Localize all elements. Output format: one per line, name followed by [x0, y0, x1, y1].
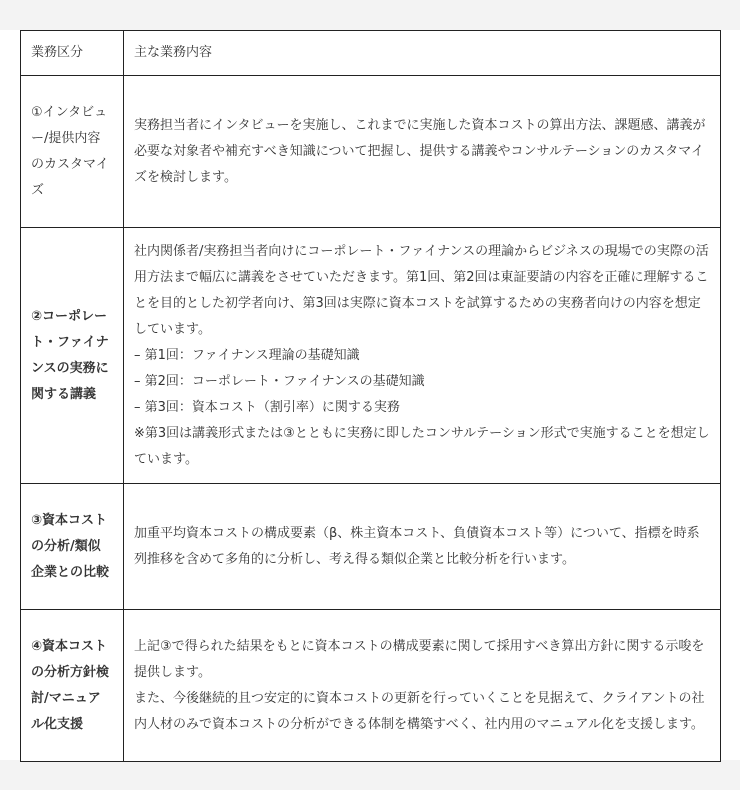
row-note: ※第3回は講義形式または③とともに実務に即したコンサルテーション形式で実施することを想定しています。 — [134, 425, 710, 467]
service-table — [20, 30, 721, 762]
list-item: – 第2回：コーポレート・ファイナンスの基礎知識 — [134, 369, 710, 395]
row-description — [124, 76, 721, 228]
row-paragraph: 実務担当者にインタビューを実施し、これまでに実施した資本コストの算出方法、課題感、講義が必要な対象者や補充すべき知識について把握し、提供する講義やコンサルテーションのカスタマイズを検討します。 — [134, 117, 706, 185]
session-list — [134, 343, 710, 421]
table-row — [21, 484, 721, 610]
row-description — [124, 228, 721, 484]
table-header-row — [21, 31, 721, 76]
row-category: ①インタビュー/提供内容のカスタマイズ — [21, 76, 124, 228]
page — [0, 30, 740, 760]
row-category: ④資本コストの分析方針検討/マニュアル化支援 — [21, 610, 124, 762]
row-paragraph: また、今後継続的且つ安定的に資本コストの更新を行っていくことを見据えて、クライアントの社内人材のみで資本コストの分析ができる体制を構築すべく、社内用のマニュアル化を支援します。 — [134, 690, 705, 732]
row-description — [124, 610, 721, 762]
row-description — [124, 484, 721, 610]
row-category: ③資本コストの分析/類似企業との比較 — [21, 484, 124, 610]
header-content: 主な業務内容 — [124, 31, 721, 76]
table-row — [21, 228, 721, 484]
list-item: – 第1回：ファイナンス理論の基礎知識 — [134, 343, 710, 369]
row-category: ②コーポレート・ファイナンスの実務に関する講義 — [21, 228, 124, 484]
row-paragraph: 上記③で得られた結果をもとに資本コストの構成要素に関して採用すべき算出方針に関する示唆を提供します。 — [134, 638, 705, 680]
row-paragraph: 加重平均資本コストの構成要素（β、株主資本コスト、負債資本コスト等）について、指標を時系列推移を含めて多角的に分析し、考え得る類似企業と比較分析を行います。 — [134, 525, 700, 567]
row-paragraph: 社内関係者/実務担当者向けにコーポレート・ファイナンスの理論からビジネスの現場での実際の活用方法まで幅広に講義をさせていただきます。第1回、第2回は東証要請の内容を正確に理解することを目的とした初学者向け、第3回は実際に資本コストを試算するための実務者向けの内容を想定しています。 — [134, 243, 709, 337]
table-row — [21, 610, 721, 762]
header-category: 業務区分 — [21, 31, 124, 76]
table-row — [21, 76, 721, 228]
list-item: – 第3回：資本コスト（割引率）に関する実務 — [134, 395, 710, 421]
